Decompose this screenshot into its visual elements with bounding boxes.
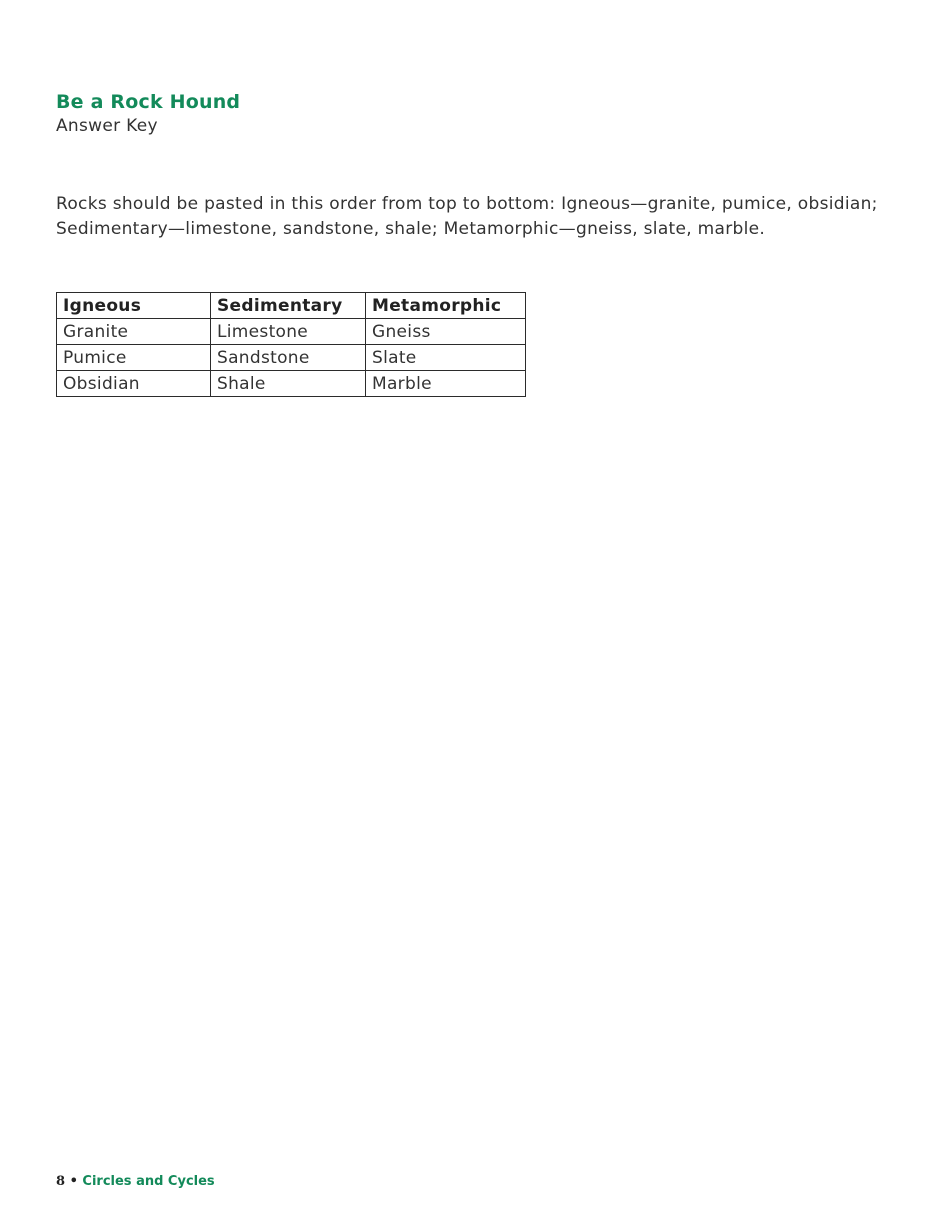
column-header-metamorphic: Metamorphic [366, 293, 526, 319]
book-title: Circles and Cycles [82, 1174, 215, 1189]
table-cell: Gneiss [366, 319, 526, 345]
table-cell: Pumice [57, 345, 211, 371]
table-cell: Shale [211, 371, 366, 397]
table-cell: Sandstone [211, 345, 366, 371]
column-header-sedimentary: Sedimentary [211, 293, 366, 319]
instructions-paragraph: Rocks should be pasted in this order from top to bottom: Igneous—granite, pumice, obsidian; Sedimentary—limestone, sandstone, shale; Metamorphic—gneiss, slate, marble. [56, 194, 878, 239]
page-subtitle: Answer Key [56, 116, 158, 136]
table-header-row [57, 293, 526, 319]
page-title: Be a Rock Hound [56, 91, 241, 113]
table-cell: Marble [366, 371, 526, 397]
table-row [57, 345, 526, 371]
footer-separator: • [69, 1174, 78, 1189]
table-row [57, 371, 526, 397]
table-cell: Obsidian [57, 371, 211, 397]
column-header-igneous: Igneous [57, 293, 211, 319]
table-cell: Granite [57, 319, 211, 345]
table-row [57, 319, 526, 345]
table-cell: Slate [366, 345, 526, 371]
page-number: 8 [56, 1174, 66, 1189]
page-footer [56, 1174, 215, 1189]
table-cell: Limestone [211, 319, 366, 345]
rock-classification-table [56, 292, 526, 397]
